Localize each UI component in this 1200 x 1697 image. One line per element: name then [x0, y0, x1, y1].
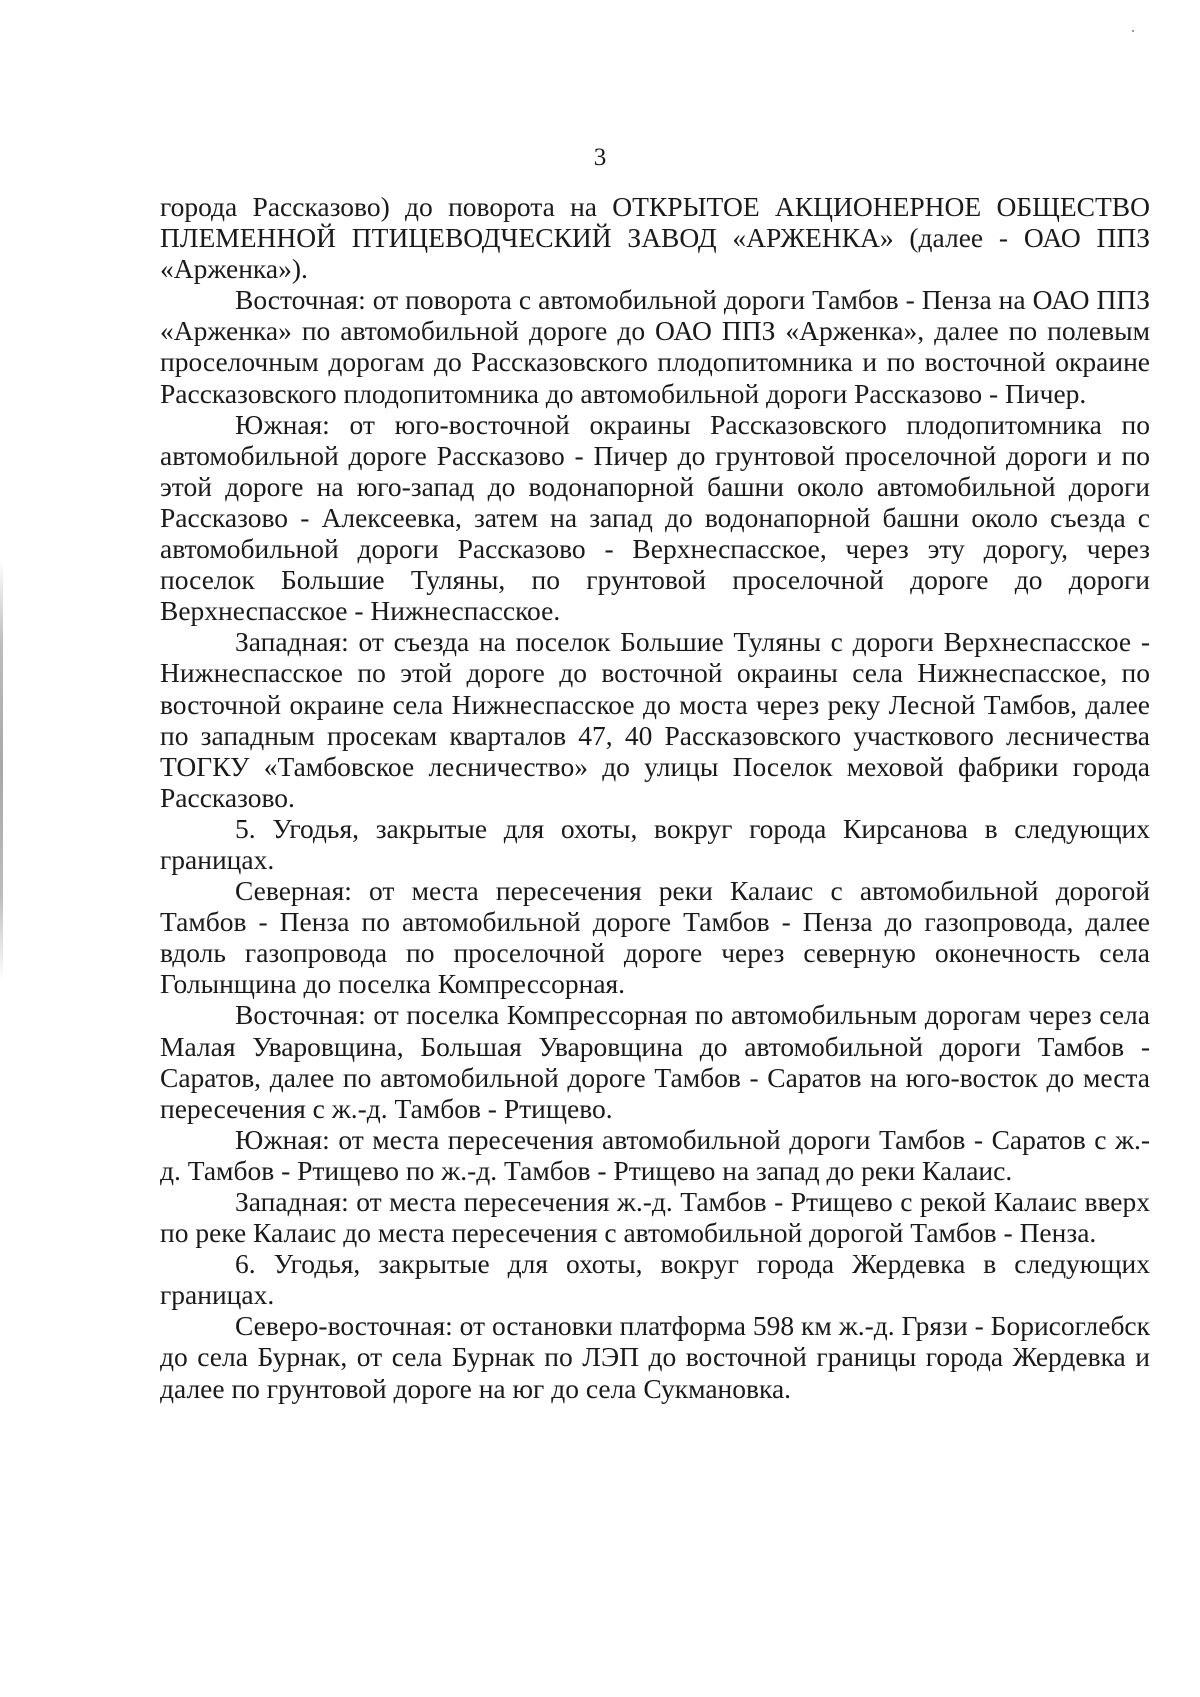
paragraph-northern-border-kirsanov: Северная: от места пересечения реки Калаис с автомобильной дорогой Тамбов - Пенза по автомобильной дороге Тамбов - Пенза до газопровода, далее вдоль газопровода по проселочной дороге через северную оконечность села Голынщина до поселка Компрессорная. [160, 875, 1150, 1000]
paragraph-continuation: города Рассказово) до поворота на ОТКРЫТОЕ АКЦИОНЕРНОЕ ОБЩЕСТВО ПЛЕМЕННОЙ ПТИЦЕВОДЧЕСКИЙ ЗАВОД «АРЖЕНКА» (далее - ОАО ППЗ «Арженка»). [160, 191, 1150, 285]
paragraph-item-6-zherdevka: 6. Угодья, закрытые для охоты, вокруг города Жердевка в следующих границах. [160, 1248, 1150, 1311]
paragraph-western-border-kirsanov: Западная: от места пересечения ж.-д. Тамбов - Ртищево с рекой Калаис вверх по реке Калаис до места пересечения с автомобильной дорогой Тамбов - Пенза. [160, 1186, 1150, 1249]
document-body [160, 191, 1150, 1404]
paragraph-item-5-kirsanov: 5. Угодья, закрытые для охоты, вокруг города Кирсанова в следующих границах. [160, 812, 1150, 875]
scan-artifact-dot [1132, 30, 1134, 32]
scan-binding-edge [0, 560, 3, 980]
paragraph-eastern-border-rasskazovo: Восточная: от поворота с автомобильной дороги Тамбов - Пенза на ОАО ППЗ «Арженка» по автомобильной дороге до ОАО ППЗ «Арженка», далее по полевым проселочным дорогам до Рассказовского плодопитомника и по восточной окраине Рассказовского плодопитомника до автомобильной дороги Рассказово - Пичер. [160, 284, 1150, 409]
paragraph-southern-border-kirsanov: Южная: от места пересечения автомобильной дороги Тамбов - Саратов с ж.-д. Тамбов - Ртищево по ж.-д. Тамбов - Ртищево на запад до реки Калаис. [160, 1123, 1150, 1186]
paragraph-northeastern-border-zherdevka: Северо-восточная: от остановки платформа 598 км ж.-д. Грязи - Борисоглебск до села Бурнак, от села Бурнак по ЛЭП до восточной границы города Жердевка и далее по грунтовой дороге на юг до села Сукмановка. [160, 1310, 1150, 1404]
page-number: 3 [593, 144, 607, 171]
paragraph-eastern-border-kirsanov: Восточная: от поселка Компрессорная по автомобильным дорогам через села Малая Уваровщина, Большая Уваровщина до автомобильной дороги Тамбов - Саратов, далее по автомобильной дороге Тамбов - Саратов на юго-восток до места пересечения с ж.-д. Тамбов - Ртищево. [160, 999, 1150, 1124]
paragraph-southern-border-rasskazovo: Южная: от юго-восточной окраины Рассказовского плодопитомника по автомобильной дороге Рассказово - Пичер до грунтовой проселочной дороги и по этой дороге на юго-запад до водонапорной башни около автомобильной дороги Рассказово - Алексеевка, затем на запад до водонапорной башни около съезда с автомобильной дороги Рассказово - Верхнеспасское, через эту дорогу, через поселок Большие Туляны, по грунтовой проселочной дороге до дороги Верхнеспасское - Нижнеспасское. [160, 408, 1150, 627]
paragraph-western-border-rasskazovo: Западная: от съезда на поселок Большие Туляны с дороги Верхнеспасское - Нижнеспасское по этой дороге до восточной окраины села Нижнеспасское, по восточной окраине села Нижнеспасское до моста через реку Лесной Тамбов, далее по западным просекам кварталов 47, 40 Рассказовского участкового лесничества ТОГКУ «Тамбовское лесничество» до улицы Поселок меховой фабрики города Рассказово. [160, 626, 1150, 813]
